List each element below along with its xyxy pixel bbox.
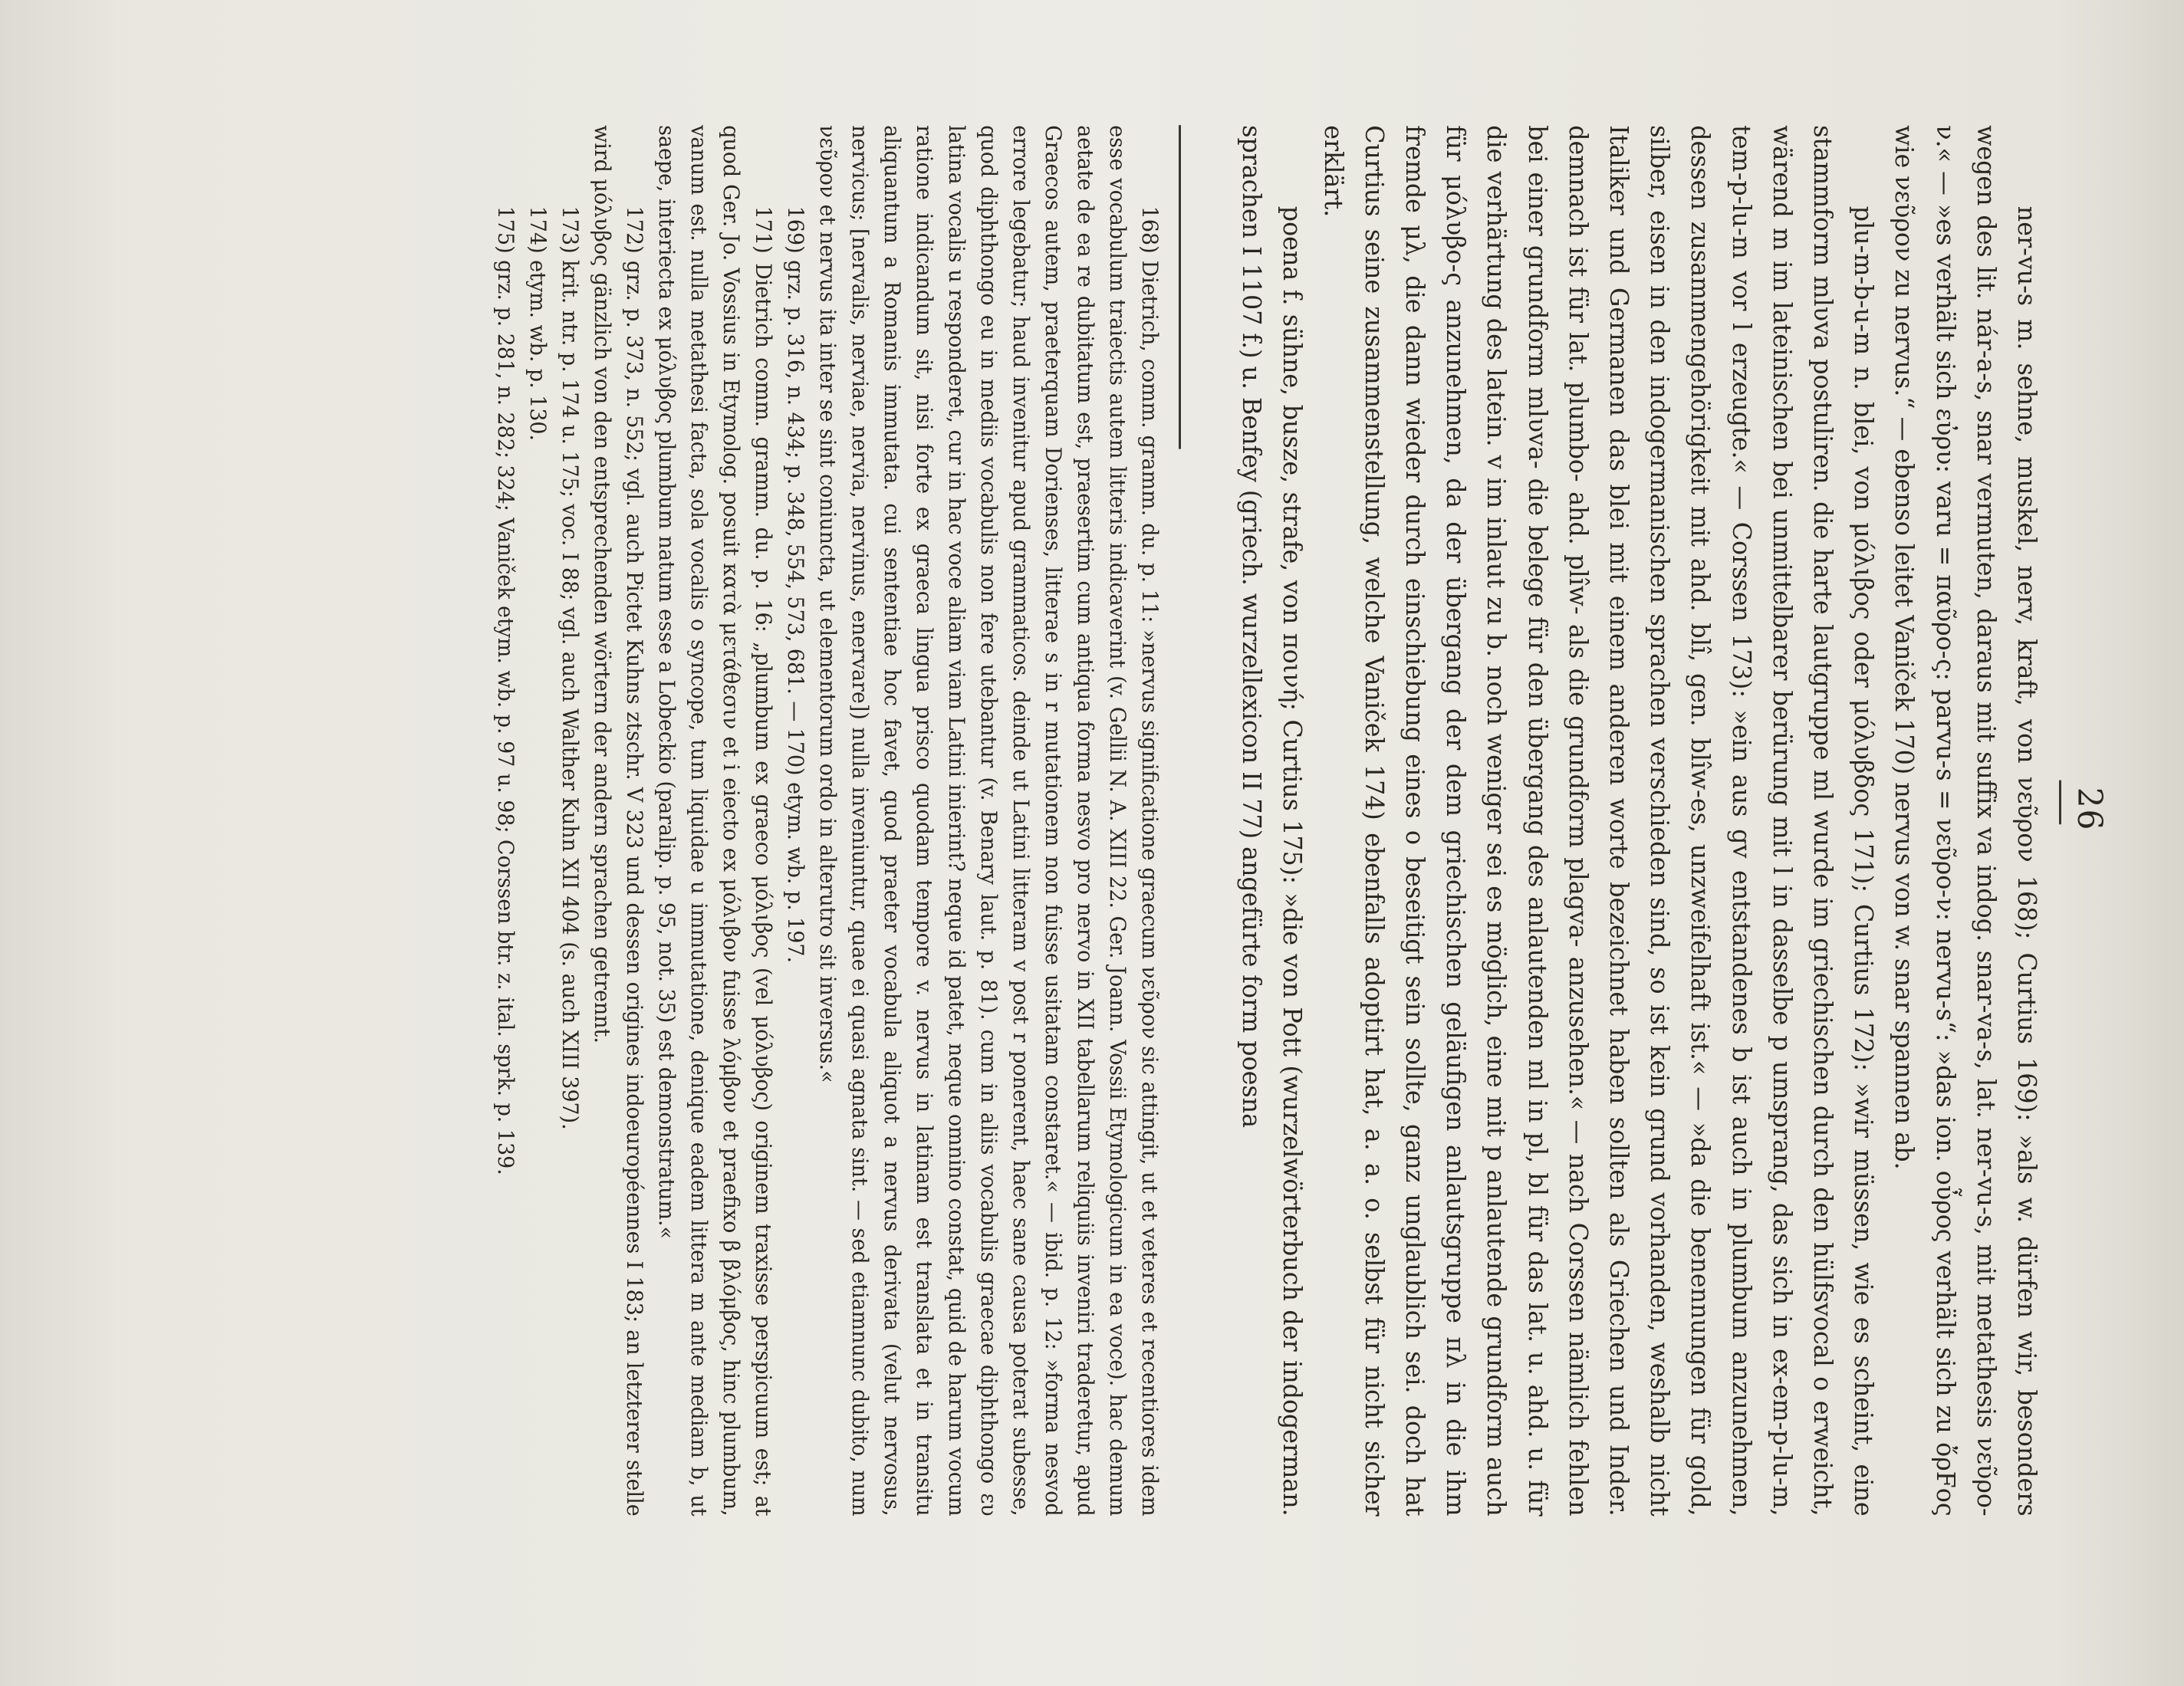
body-text xyxy=(1232,125,2048,1516)
footnote-number: 173) xyxy=(558,205,583,254)
footnote-text: grz. p. 316, n. 434; p. 348, 554, 573, 681. — 170) etym. wb. p. 197. xyxy=(783,260,808,964)
footnote-number: 172) xyxy=(622,205,647,254)
footnote-text: etym. wb. p. 130. xyxy=(525,260,551,442)
footnote-separator xyxy=(1179,125,1181,449)
footnote-number: 171) xyxy=(751,205,776,254)
footnote-171 xyxy=(650,125,779,1516)
footnote-text: krit. ntr. p. 174 u. 175; voc. I 88; vgl. auch Walther Kuhn XII 404 (s. auch XIII 397). xyxy=(558,260,583,1130)
footnote-text: grz. p. 281, n. 282; 324; Vaniček etym. wb. p. 97 u. 98; Corssen btr. z. ital. sprk. p. 139. xyxy=(493,260,518,1175)
footnote-168 xyxy=(811,125,1166,1516)
footnote-text: grz. p. 373, n. 552; vgl. auch Pictet Kuhns ztschr. V 323 und dessen origines indoeuropéennes I 183; an letzterer stelle wird μόλυβος gänzlich von den entsprechenden wörtern der andern sprachen getrennt. xyxy=(590,125,647,1517)
footnote-169 xyxy=(779,125,811,1516)
footnote-number: 175) xyxy=(493,205,518,254)
paragraph-poena: poena f. sühne, busze, strafe, von ποινή; Curtius 175): »die von Pott (wurzelwörterbuch der indogerman. sprachen I 1107 f.) u. Benfey (griech. wurzellexicon II 77) angefürte form poesna xyxy=(1237,125,1308,1517)
page-number: 26 xyxy=(2070,787,2109,832)
footnote-text: Dietrich, comm. gramm. du. p. 11: »nervus significatione graecum νεῦρον sic attingit, ut et veteres et recentiores idem esse vocabulum traiectis autem litteris indicaverint (v. Gellii N. A. XIII 22. Ger. Joann. Vossii Etymologicum in ea voce). hac demum aetate de ea re dubitatum est, praesertim cum antiqua forma nesvo pro nervo in XII tabellarum reliquiis inveniri traderetur, apud Graecos autem, praeterquam Dorienses, litterae s in r mutationem non fuisse usitatam constaret.« — ibid. p. 12: »forma nesvod errore legebatur; haud invenitur apud grammaticos. deinde ut Latini litteram v post r ponerent, haec sane causa poterat subesse, quod diphthongo eu in mediis vocabulis non fere utebantur (v. Benary laut. p. 81). cum in aliis vocabulis graecae diphthongo ευ latina vocalis u responderet, cur in hac voce aliam viam Latini inierint? neque id patet, neque omnino constat, quid de harum vocum ratione indicandum sit, nisi forte ex graeca lingua prisco quodam tempore v. nervus in latinam est translata et in transitu aliquantum a Romanis immutata. cui sententiae hoc favet, quod praeter vocabula aliquot a nervus derivata (velut nervosus, nervicus; [nervalis, nerviae, nervia, nervinus, enervare]) nulla inveniuntur, quae ei quasi agnata sint. — sed etiamnunc dubito, num νεῦρον et nervus ita inter se sint coniuncta, ut elementorum ordo in alterutro sit inversus.« xyxy=(815,125,1163,1517)
footnote-172 xyxy=(586,125,650,1516)
footnote-number: 168) xyxy=(1137,205,1163,254)
footnote-number: 174) xyxy=(525,205,551,254)
footnotes xyxy=(489,125,1166,1516)
rotated-text-block xyxy=(115,0,2109,1619)
footnote-number: 169) xyxy=(783,205,808,254)
header-rule xyxy=(2059,781,2061,825)
paragraph-nervus: ner-vu-s m. sehne, muskel, nerv, kraft, von νεῦρον 168); Curtius 169): »als w. dürfen wir, besonders wegen des lit. nár-a-s, snar vermuten, daraus mit suffix va indog. snar-va-s, lat. ner-vu-s, mit metathesis νεῦρο-ν.« — »es verhält sich εὐρυ: varu = παῦρο-ς: parvu-s = νεῦρο-ν: nervu-s“: »das ion. οὖρος verhält sich zu ὄρFος wie νεῦρον zu nervus.“ — ebenso leitet Vaniček 170) nervus von w. snar spannen ab. xyxy=(1890,125,2042,1517)
footnote-173 xyxy=(554,125,586,1516)
footnote-text: Dietrich comm. gramm. du. p. 16: „plumbum ex graeco μόλιβος (vel μόλυβος) originem traxisse perspicuum est; at quod Ger. Jo. Vossius in Etymolog. posuit κατὰ μετάθεσιν et i eiecto ex μόλιβον fuisse λόμβον et praefixo β βλόμβος, hinc plumbum, vanum est. nulla metathesi facta, sola vocalis o syncope, tum liquidae u immutatione, denique eadem littera m ante mediam b, ut saepe, interiecta ex μόλυβος plumbum natum esse a Lobeckio (paralip. p. 95, not. 35) est demonstratum.« xyxy=(654,125,776,1517)
footnote-174 xyxy=(521,125,554,1516)
footnote-175 xyxy=(489,125,521,1516)
paragraph-plumbum: plu-m-b-u-m n. blei, von μόλιβος oder μόλυβδος 171); Curtius 172): »wir müssen, wie es scheint, eine stammform mlυva postuliren. die harte lautgruppe ml wurde im griechischen durch den hülfsvocal o erweicht, wärend m im lateinischen bei unmittelbarer berürung mit l in dasselbe p umsprang, das sich in ex-em-p-lu-m, tem-p-lu-m vor l erzeugte.« — Corssen 173): »ein aus gv entstandenes b ist auch in plumbum anzunehmen, dessen zusammengehörigkeit mit ahd. blî, gen. blîw-es, unzweifelhaft ist.« — »da die benennungen für gold, silber, eisen in den indogermanischen sprachen verschieden sind, so ist kein grund vorhanden, weshalb nicht Italiker und Germanen das blei mit einem anderen worte bezeichnet haben sollten als Griechen und Inder. demnach ist für lat. plumbo- ahd. plîw- als die grundform plagva- anzusehen.« — nach Corssen nämlich fehlen bei einer grundform mlυva- die belege für den übergang des anlautenden ml in pl, bl für das lat. u. ahd. u. für die verhärtung des latein. v im inlaut zu b. noch weniger sei es möglich, eine mit p anlautende grundform auch für μόλυβο-ς anzunehmen, da der übergang der dem griechischen geläufigen anlautsgruppe πλ in die ihm fremde μλ, die dann wieder durch einschiebung eines o beseitigt sein sollte, ganz unglaublich sei. doch hat Curtius seine zusammenstellung, welche Vaniček 174) ebenfalls adoptirt hat, a. a. o. selbst für nicht sicher erklärt. xyxy=(1318,125,1880,1517)
